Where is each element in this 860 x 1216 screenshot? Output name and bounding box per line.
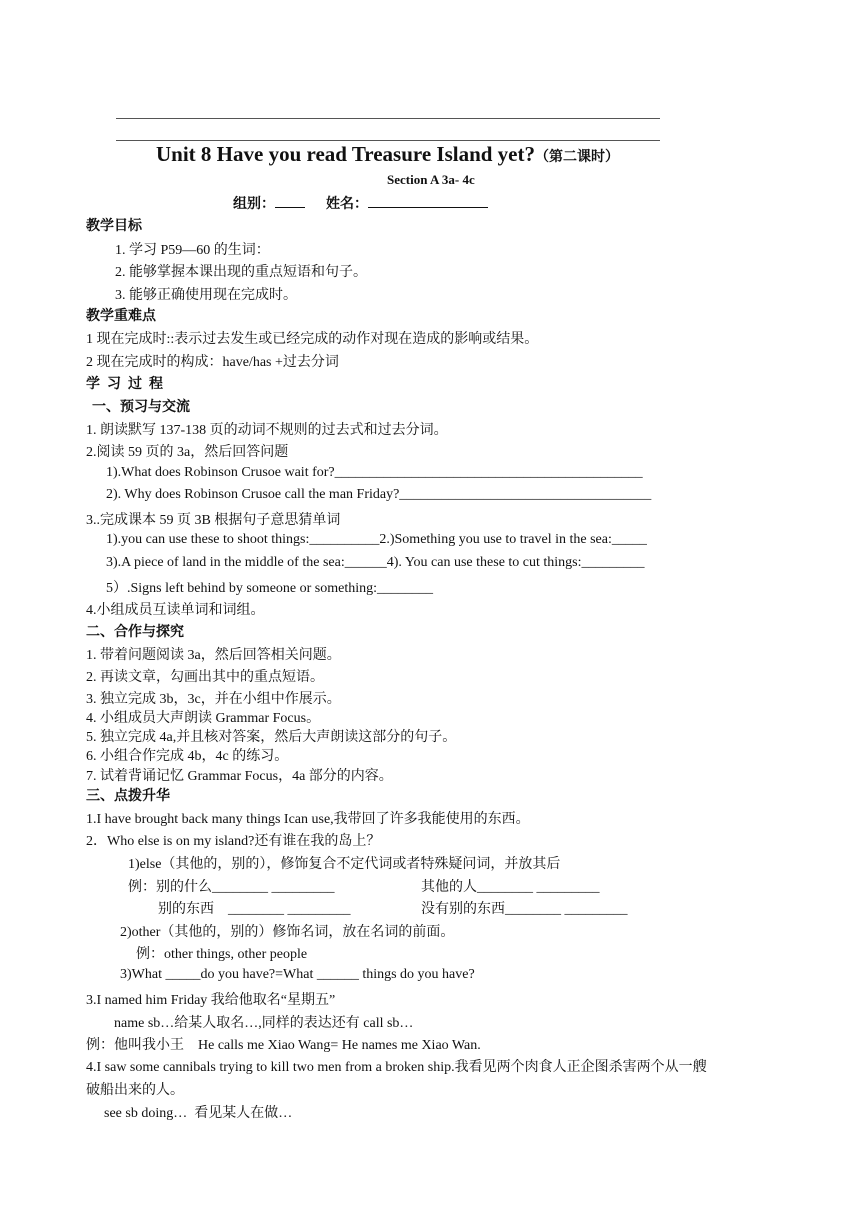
part2-heading: 二、合作与探究 xyxy=(86,625,184,640)
part3-line: see sb doing… 看见某人在做… xyxy=(104,1106,293,1121)
top-rule-1 xyxy=(116,118,660,119)
part3-line: 2)other（其他的，别的）修饰名词，放在名词的前面。 xyxy=(120,925,455,940)
part3-line: 4.I saw some cannibals trying to kill two men from a broken ship.我看见两个肉食人正企图杀害两个从一艘 xyxy=(86,1060,707,1075)
part1-heading: 一、预习与交流 xyxy=(92,400,190,415)
part3-line: 例：other things, other people xyxy=(136,947,308,962)
part1-line: 2.阅读 59 页的 3a，然后回答问题 xyxy=(86,445,289,460)
part3-line: 别的东西 ________ _________ xyxy=(158,902,351,917)
part2-line: 7. 试着背诵记忆 Grammar Focus，4a 部分的内容。 xyxy=(86,769,393,784)
group-name-row xyxy=(233,193,488,213)
part1-line: 3..完成课本 59 页 3B 根据句子意思猜单词 xyxy=(86,513,341,528)
part3-line: 2．Who else is on my island?还有谁在我的岛上？ xyxy=(86,834,381,849)
part1-line: 2). Why does Robinson Crusoe call the man Friday?____________________________________ xyxy=(106,487,652,502)
key-points-heading: 教学重难点 xyxy=(86,309,156,324)
objective-item: 2. 能够掌握本课出现的重点短语和句子。 xyxy=(115,265,367,280)
part3-heading: 三、点拨升华 xyxy=(86,789,170,804)
name-blank[interactable] xyxy=(368,193,488,208)
part3-line: 其他的人________ _________ xyxy=(421,880,600,895)
key-point-item: 2 现在完成时的构成：have/has +过去分词 xyxy=(86,355,339,370)
part3-line: 3.I named him Friday 我给他取名“星期五” xyxy=(86,993,336,1008)
part1-line: 1).What does Robinson Crusoe wait for?____________________________________________ xyxy=(106,465,643,480)
objective-item: 1. 学习 P59—60 的生词： xyxy=(115,243,270,258)
page-title xyxy=(156,142,619,167)
part2-line: 5. 独立完成 4a,并且核对答案，然后大声朗读这部分的句子。 xyxy=(86,730,457,745)
part3-line: 破船出来的人。 xyxy=(86,1083,184,1098)
part2-line: 4. 小组成员大声朗读 Grammar Focus。 xyxy=(86,711,321,726)
key-point-item: 1 现在完成时::表示过去发生或已经完成的动作对现在造成的影响或结果。 xyxy=(86,332,539,347)
section-label: Section A 3a- 4c xyxy=(387,172,475,187)
objective-item: 3. 能够正确使用现在完成时。 xyxy=(115,288,297,303)
part2-line: 2. 再读文章，勾画出其中的重点短语。 xyxy=(86,670,324,685)
part1-line: 5）.Signs left behind by someone or something:________ xyxy=(106,581,434,596)
part1-line: 3).A piece of land in the middle of the sea:______4). You can use these to cut things:_________ xyxy=(106,555,645,570)
part1-line: 1).you can use these to shoot things:__________2.)Something you use to travel in the sea:_____ xyxy=(106,532,647,547)
part2-line: 6. 小组合作完成 4b，4c 的练习。 xyxy=(86,749,289,764)
part2-line: 3. 独立完成 3b，3c，并在小组中作展示。 xyxy=(86,692,341,707)
title-main: Unit 8 Have you read Treasure Island yet? xyxy=(156,142,535,166)
objectives-heading: 教学目标 xyxy=(86,219,142,234)
group-blank[interactable] xyxy=(275,193,305,208)
part3-line: name sb…给某人取名…,同样的表达还有 call sb… xyxy=(114,1016,414,1031)
title-suffix: （第二课时） xyxy=(535,150,619,165)
part3-line: 没有别的东西________ _________ xyxy=(421,902,628,917)
part3-line: 例：他叫我小王 He calls me Xiao Wang= He names me Xiao Wan. xyxy=(86,1038,481,1053)
part1-line: 1. 朗读默写 137-138 页的动词不规则的过去式和过去分词。 xyxy=(86,423,448,438)
top-rule-2 xyxy=(116,140,660,141)
part3-line: 1.I have brought back many things Ican use,我带回了许多我能使用的东西。 xyxy=(86,812,530,827)
name-label: 姓名： xyxy=(326,197,368,212)
part3-line: 3)What _____do you have?=What ______ things do you have? xyxy=(120,967,475,982)
part1-line: 4.小组成员互读单词和词组。 xyxy=(86,603,265,618)
part3-line: 例：别的什么________ _________ xyxy=(128,880,335,895)
part3-line: 1)else（其他的，别的），修饰复合不定代词或者特殊疑问词，并放其后 xyxy=(128,857,561,872)
part2-line: 1. 带着问题阅读 3a，然后回答相关问题。 xyxy=(86,648,341,663)
process-heading: 学 习 过 程 xyxy=(86,377,163,392)
group-label: 组别： xyxy=(233,197,275,212)
